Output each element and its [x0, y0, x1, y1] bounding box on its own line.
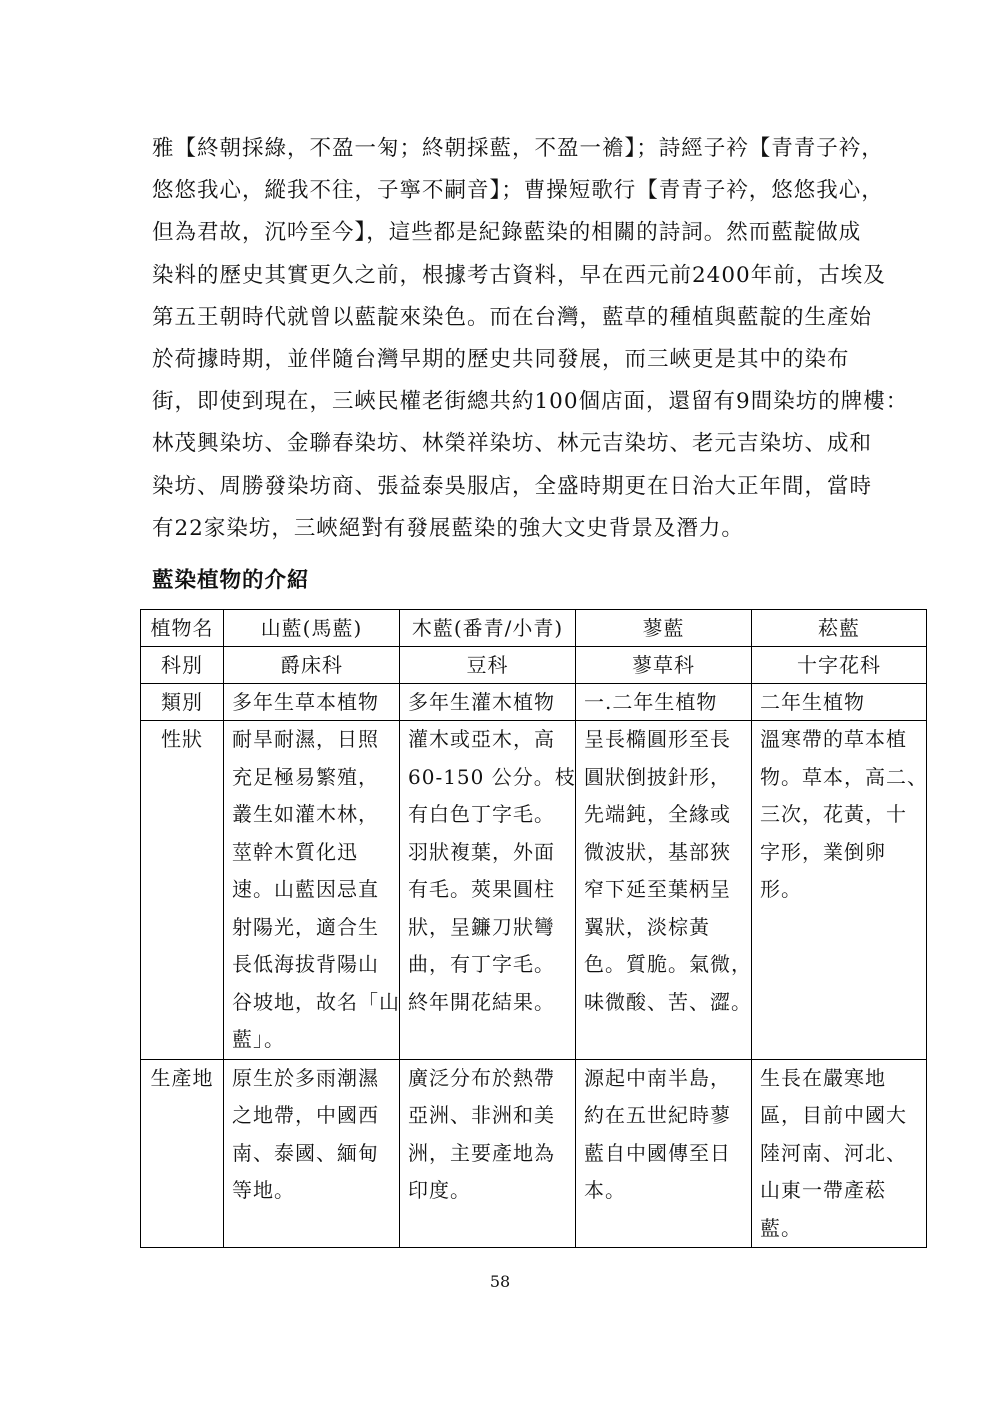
cell-line: 谷坡地，故名「山 [232, 989, 400, 1014]
cell-line: 廣泛分布於熱帶 [408, 1065, 555, 1090]
paragraph-line: 悠悠我心，縱我不往，子寧不嗣音】；曹操短歌行【青青子衿，悠悠我心， [152, 178, 884, 204]
cell-line: 充足極易繁殖， [232, 764, 379, 789]
cell-line: 字形，業倒卵 [760, 839, 886, 864]
cell-line: 羽狀複葉，外面 [408, 839, 555, 864]
table-row-family [141, 647, 927, 684]
cell-line: 色。質脆。氣微， [584, 952, 752, 976]
paragraph-line: 林茂興染坊、金聯春染坊、林榮祥染坊、林元吉染坊、老元吉染坊、成和 [152, 431, 873, 457]
cell-line: 呈長橢圓形至長 [584, 727, 731, 751]
paragraph-line: 於荷據時期，並伴隨台灣早期的歷史共同發展，而三峽更是其中的染布 [152, 346, 850, 372]
table-row-names [141, 610, 927, 647]
trait-cell [576, 721, 752, 1060]
plant-name-cell: 蓼藍 [576, 610, 752, 647]
cell-line: 本。 [584, 1178, 626, 1202]
cell-line: 長低海拔背陽山 [232, 952, 379, 976]
cell-line: 耐旱耐濕，日照 [232, 727, 379, 751]
paragraph-line: 街，即使到現在，三峽民權老街總共約100個店面，還留有9間染坊的牌樓： [152, 389, 909, 415]
family-cell: 十字花科 [752, 647, 927, 684]
cell-line: 藍。 [760, 1215, 802, 1240]
cell-line: 微波狀，基部狹 [584, 839, 731, 864]
family-cell: 豆科 [400, 647, 576, 684]
cell-line: 窄下延至葉柄呈 [584, 877, 731, 901]
cell-line: 溫寒帶的草本植 [760, 727, 907, 751]
cell-line: 圓狀倒披針形， [584, 764, 731, 789]
cell-line: 生長在嚴寒地 [760, 1065, 886, 1090]
cell-line: 先端鈍，全緣或 [584, 802, 731, 826]
type-cell: 一.二年生植物 [576, 684, 752, 721]
table-row-type [141, 684, 927, 721]
table-row-traits [141, 721, 927, 1060]
cell-line: 南、泰國、緬甸 [232, 1140, 379, 1165]
trait-cell [752, 721, 927, 1060]
section-heading: 藍染植物的介紹 [152, 568, 310, 593]
row-header: 生產地 [141, 1059, 224, 1248]
origin-cell [752, 1059, 927, 1248]
row-header: 科別 [141, 647, 224, 684]
cell-line: 灌木或亞木，高 [408, 727, 555, 751]
plant-name-cell: 山藍(馬藍) [224, 610, 400, 647]
type-cell: 二年生植物 [752, 684, 927, 721]
cell-line: 亞洲、非洲和美 [408, 1103, 555, 1127]
cell-line: 等地。 [232, 1178, 295, 1202]
paragraph-line: 雅【終朝採綠，不盈一匊；終朝採藍，不盈一襜】；詩經子衿【青青子衿， [152, 136, 884, 161]
cell-line: 印度。 [408, 1178, 471, 1202]
paragraph-line: 第五王朝時代就曾以藍靛來染色。而在台灣，藍草的種植與藍靛的生產始 [152, 304, 873, 330]
origin-cell [224, 1059, 400, 1248]
family-cell: 爵床科 [224, 647, 400, 684]
cell-line: 區，目前中國大 [760, 1103, 907, 1127]
type-cell: 多年生灌木植物 [400, 684, 576, 721]
page-number: 58 [489, 1272, 511, 1291]
cell-line: 藍自中國傳至日 [584, 1140, 731, 1165]
cell-line: 有毛。莢果圓柱 [408, 877, 555, 901]
cell-line: 形。 [760, 877, 802, 901]
row-header: 類別 [141, 684, 224, 721]
cell-line: 洲，主要產地為 [408, 1140, 555, 1165]
family-cell: 蓼草科 [576, 647, 752, 684]
cell-line: 之地帶，中國西 [232, 1103, 379, 1127]
paragraph-line: 染料的歷史其實更久之前，根據考古資料，早在西元前2400年前，古埃及 [152, 262, 886, 288]
cell-line: 源起中南半島， [584, 1065, 731, 1090]
plant-table [140, 609, 927, 1248]
cell-line: 陸河南、河北、 [760, 1140, 907, 1165]
cell-line: 山東一帶產菘 [760, 1178, 886, 1202]
cell-line: 約在五世紀時蓼 [584, 1103, 731, 1127]
cell-line: 藍」。 [232, 1027, 285, 1051]
cell-line: 味微酸、苦、澀。 [584, 989, 752, 1014]
cell-line: 原生於多雨潮濕 [232, 1065, 379, 1090]
plant-name-cell: 菘藍 [752, 610, 927, 647]
paragraph-line: 有22家染坊，三峽絕對有發展藍染的強大文史背景及潛力。 [152, 515, 744, 541]
trait-cell [400, 721, 576, 1060]
cell-line: 物。草本，高二、 [760, 764, 928, 789]
paragraph-line: 但為君故，沉吟至今】，這些都是紀錄藍染的相關的詩詞。然而藍靛做成 [152, 220, 862, 246]
paragraph-line: 染坊、周勝發染坊商、張益泰吳服店，全盛時期更在日治大正年間，當時 [152, 473, 873, 499]
origin-cell [576, 1059, 752, 1248]
cell-line: 終年開花結果。 [408, 989, 555, 1014]
type-cell: 多年生草本植物 [224, 684, 400, 721]
cell-line: 射陽光，適合生 [232, 914, 379, 939]
body-paragraph [152, 128, 909, 550]
table-row-origin [141, 1059, 927, 1248]
row-header: 性狀 [141, 721, 224, 1060]
row-header: 植物名 [141, 610, 224, 647]
cell-line: 60-150 公分。枝 [408, 764, 576, 789]
cell-line: 速。山藍因忌直 [232, 877, 379, 901]
cell-line: 曲，有丁字毛。 [408, 952, 555, 976]
origin-cell [400, 1059, 576, 1248]
cell-line: 有白色丁字毛。 [408, 802, 555, 826]
cell-line: 三次，花黃，十 [760, 802, 907, 826]
cell-line: 狀，呈鐮刀狀彎 [408, 914, 555, 939]
plant-name-cell: 木藍(番青/小青) [400, 610, 576, 647]
cell-line: 莖幹木質化迅 [232, 839, 358, 864]
cell-line: 翼狀，淡棕黃 [584, 914, 710, 939]
trait-cell [224, 721, 400, 1060]
cell-line: 叢生如灌木林， [232, 802, 379, 826]
